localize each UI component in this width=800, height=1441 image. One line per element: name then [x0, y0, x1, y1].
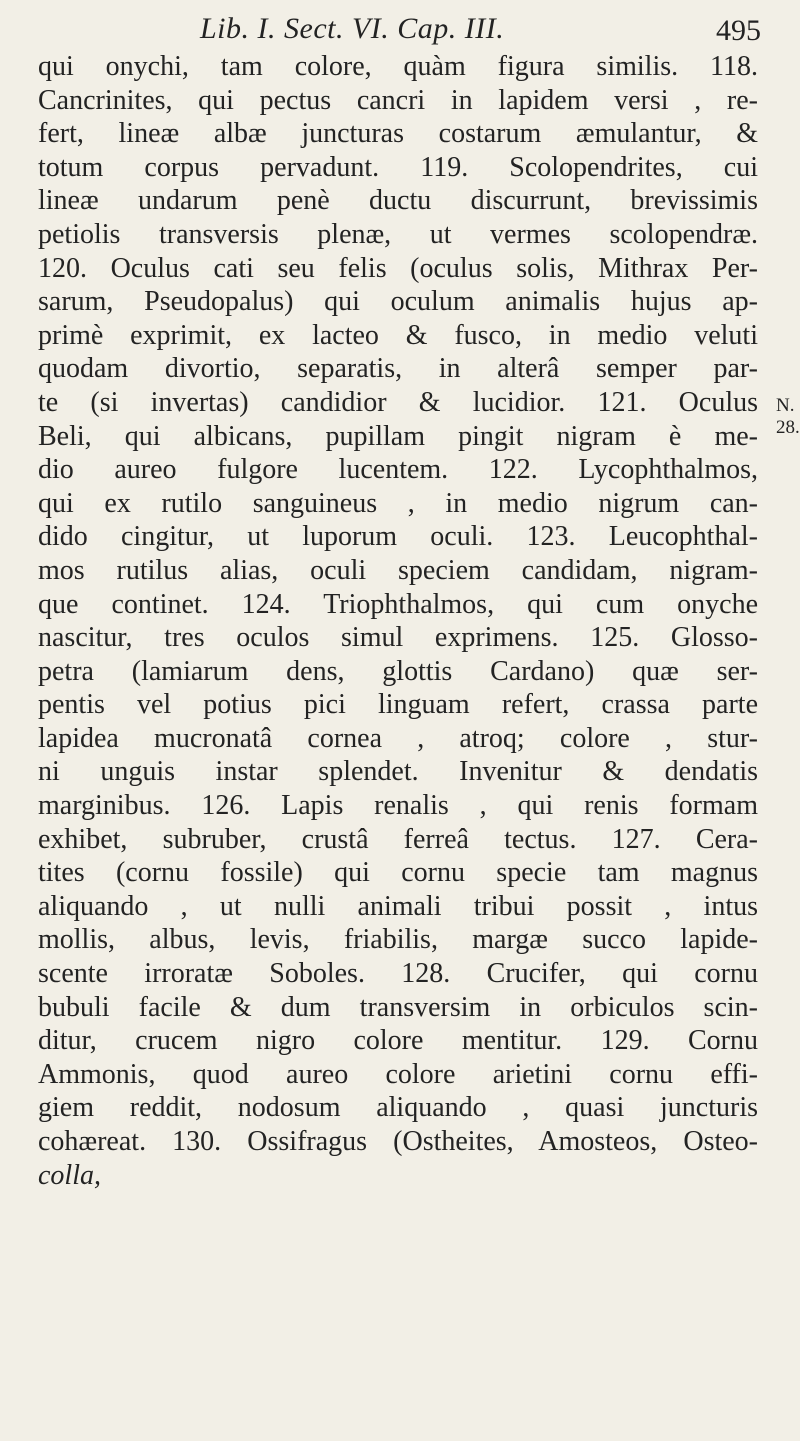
text-line: 120. Oculus cati seu felis (oculus solis, Mithrax Per- [38, 252, 758, 284]
text-line: giem reddit, nodosum aliquando , quasi juncturis [38, 1092, 758, 1124]
text-line: Ammonis, quod aureo colore arietini cornu effi- [38, 1058, 758, 1090]
text-line: aliquando , ut nulli animali tribui possit , intus [38, 890, 758, 922]
text-line: marginibus. 126. Lapis renalis , qui renis formam [38, 790, 758, 822]
text-line: primè exprimit, ex lacteo & fusco, in medio veluti [38, 319, 758, 351]
text-line: lineæ undarum penè ductu discurrunt, brevissimis [38, 185, 758, 217]
text-line: Beli, qui albicans, pupillam pingit nigram è me- [38, 420, 758, 452]
body-text [38, 50, 758, 1192]
text-line: petra (lamiarum dens, glottis Cardano) quæ ser- [38, 655, 758, 687]
page-number: 495 [716, 14, 761, 47]
text-line: qui onychi, tam colore, quàm figura similis. 118. [38, 51, 758, 82]
margin-note: 28. [776, 417, 800, 438]
text-line: exhibet, subruber, crustâ ferreâ tectus. 127. Cera- [38, 823, 758, 855]
text-line: bubuli facile & dum transversim in orbiculos scin- [38, 991, 758, 1023]
text-line: fert, lineæ albæ juncturas costarum æmulantur, & [38, 118, 758, 150]
text-line: ni unguis instar splendet. Invenitur & dendatis [38, 756, 758, 788]
text-line: petiolis transversis plenæ, ut vermes scolopendræ. [38, 218, 758, 250]
text-line: ditur, crucem nigro colore mentitur. 129. Cornu [38, 1025, 758, 1057]
text-line: sarum, Pseudopalus) qui oculum animalis hujus ap- [38, 286, 758, 318]
text-line: tites (cornu fossile) qui cornu specie tam magnus [38, 857, 758, 889]
margin-note: N. [776, 395, 795, 416]
text-line: qui ex rutilo sanguineus , in medio nigrum can- [38, 487, 758, 519]
catchword: colla, [38, 1159, 101, 1191]
text-line: dio aureo fulgore lucentem. 122. Lycophthalmos, [38, 454, 758, 486]
text-line: scente irroratæ Soboles. 128. Crucifer, qui cornu [38, 958, 758, 990]
text-line: te (si invertas) candidior & lucidior. 121. Oculus [38, 386, 758, 418]
text-line: totum corpus pervadunt. 119. Scolopendrites, cui [38, 151, 758, 183]
text-line: que continet. 124. Triophthalmos, qui cum onyche [38, 588, 758, 620]
text-line: cohæreat. 130. Ossifragus (Ostheites, Amosteos, Osteo- [38, 1126, 758, 1157]
text-line: mollis, albus, levis, friabilis, margæ succo lapide- [38, 924, 758, 956]
text-line: mos rutilus alias, oculi speciem candidam, nigram- [38, 554, 758, 586]
text-line: lapidea mucronatâ cornea , atroq; colore , stur- [38, 722, 758, 754]
running-head: Lib. I. Sect. VI. Cap. III. [200, 12, 505, 45]
text-line: quodam divortio, separatis, in alterâ semper par- [38, 353, 758, 385]
text-line: nascitur, tres oculos simul exprimens. 125. Glosso- [38, 622, 758, 654]
text-line: pentis vel potius pici linguam refert, crassa parte [38, 689, 758, 721]
text-line: dido cingitur, ut luporum oculi. 123. Leucophthal- [38, 521, 758, 553]
text-line: Cancrinites, qui pectus cancri in lapidem versi , re- [38, 84, 758, 116]
